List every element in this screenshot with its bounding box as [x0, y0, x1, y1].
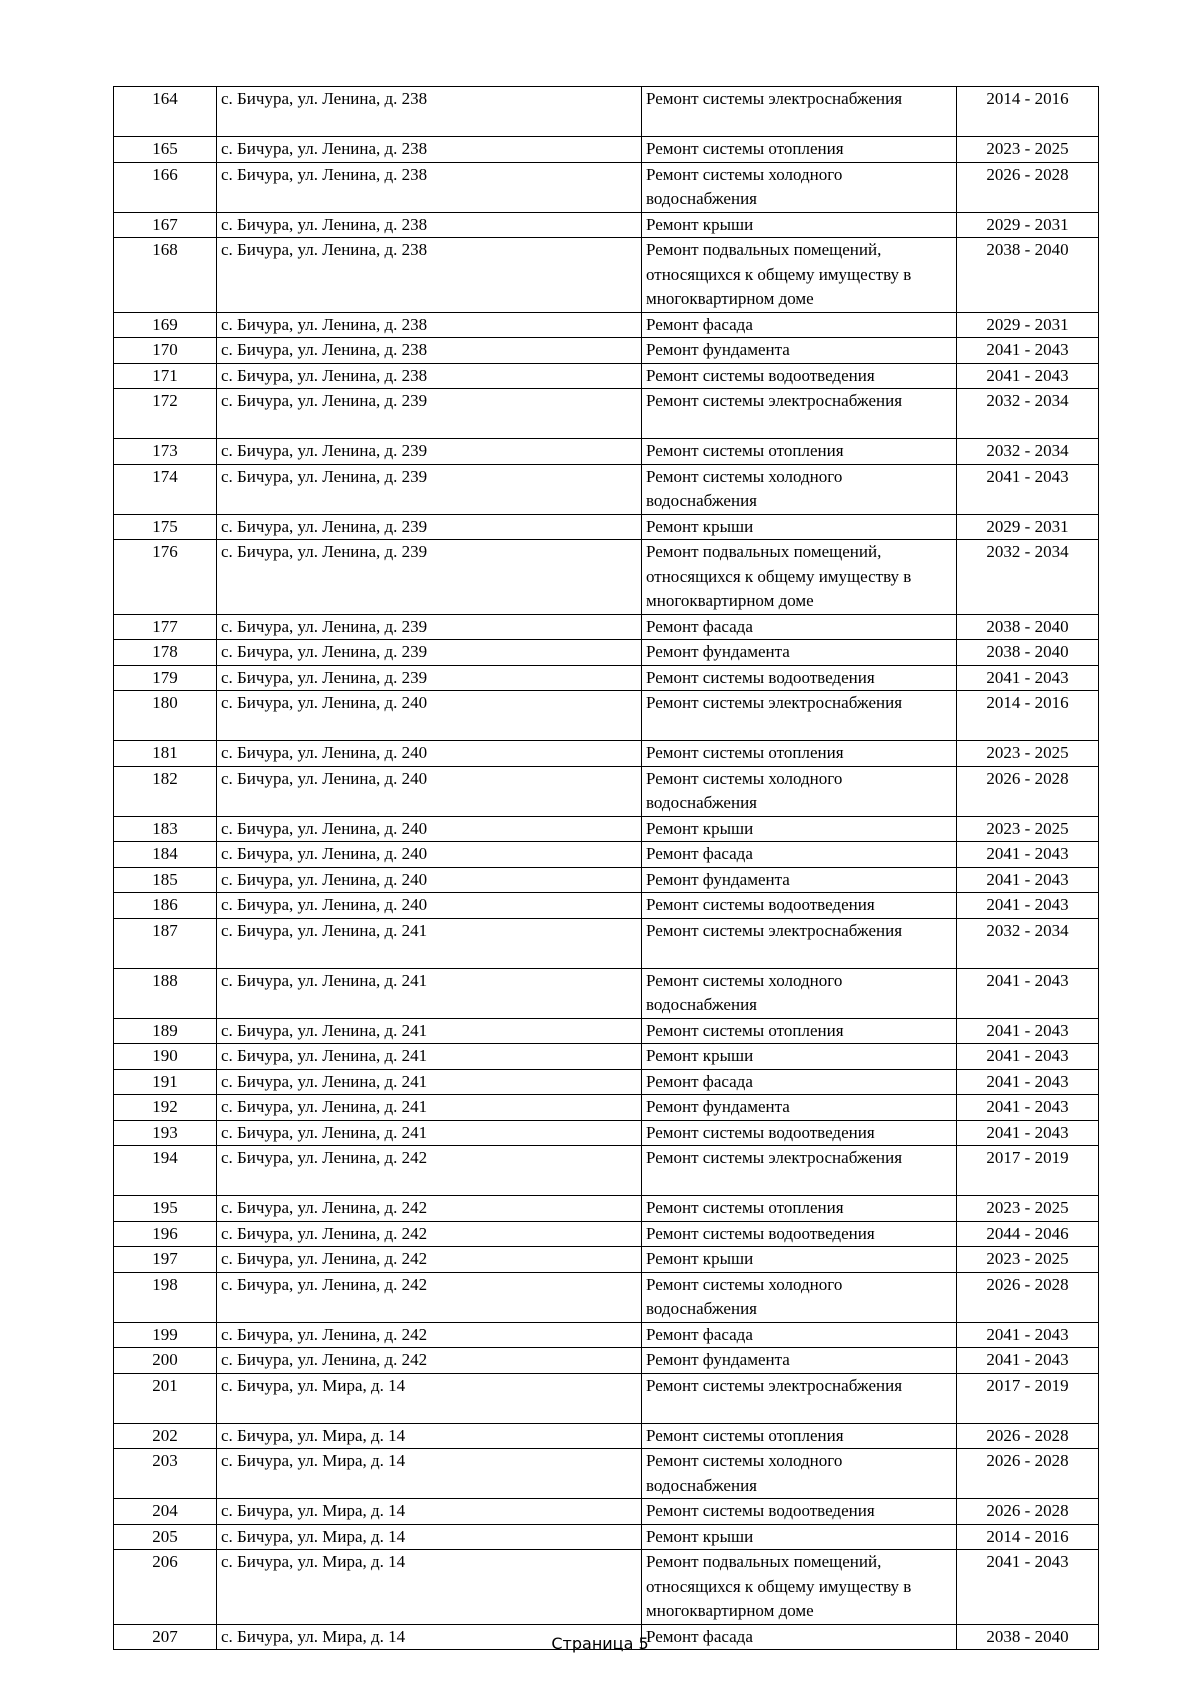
work-type-cell: Ремонт системы отопления: [642, 1423, 957, 1449]
work-type-cell: Ремонт системы холодного водоснабжения: [642, 766, 957, 816]
row-number-cell: 179: [114, 665, 217, 691]
table-row: [114, 1221, 1099, 1247]
period-cell: 2044 - 2046: [957, 1221, 1099, 1247]
work-type-cell: Ремонт фасада: [642, 1322, 957, 1348]
work-type-cell: Ремонт крыши: [642, 1044, 957, 1070]
period-cell: 2029 - 2031: [957, 312, 1099, 338]
row-number-cell: 185: [114, 867, 217, 893]
row-number-cell: 201: [114, 1373, 217, 1423]
work-type-cell: Ремонт системы водоотведения: [642, 1120, 957, 1146]
address-cell: с. Бичура, ул. Ленина, д. 240: [217, 691, 642, 741]
table-row: [114, 540, 1099, 615]
work-type-cell: Ремонт фундамента: [642, 1348, 957, 1374]
address-cell: с. Бичура, ул. Ленина, д. 239: [217, 514, 642, 540]
row-number-cell: 205: [114, 1524, 217, 1550]
table-row: [114, 1499, 1099, 1525]
work-type-cell: Ремонт системы водоотведения: [642, 363, 957, 389]
work-type-cell: Ремонт подвальных помещений, относящихся к общему имуществу в многоквартирном доме: [642, 1550, 957, 1625]
period-cell: 2038 - 2040: [957, 1624, 1099, 1650]
address-cell: с. Бичура, ул. Ленина, д. 238: [217, 363, 642, 389]
table-row: [114, 1423, 1099, 1449]
row-number-cell: 178: [114, 640, 217, 666]
work-type-cell: Ремонт крыши: [642, 816, 957, 842]
table-row: [114, 162, 1099, 212]
period-cell: 2041 - 2043: [957, 338, 1099, 364]
table-row: [114, 1272, 1099, 1322]
address-cell: с. Бичура, ул. Ленина, д. 242: [217, 1146, 642, 1196]
work-type-cell: Ремонт системы холодного водоснабжения: [642, 464, 957, 514]
work-type-cell: Ремонт фасада: [642, 614, 957, 640]
work-type-cell: Ремонт системы электроснабжения: [642, 87, 957, 137]
address-cell: с. Бичура, ул. Мира, д. 14: [217, 1423, 642, 1449]
row-number-cell: 173: [114, 439, 217, 465]
table-row: [114, 137, 1099, 163]
period-cell: 2023 - 2025: [957, 741, 1099, 767]
address-cell: с. Бичура, ул. Ленина, д. 238: [217, 212, 642, 238]
period-cell: 2026 - 2028: [957, 1499, 1099, 1525]
row-number-cell: 166: [114, 162, 217, 212]
work-type-cell: Ремонт фасада: [642, 842, 957, 868]
table-row: [114, 1120, 1099, 1146]
period-cell: 2041 - 2043: [957, 1069, 1099, 1095]
table-row: [114, 741, 1099, 767]
row-number-cell: 182: [114, 766, 217, 816]
address-cell: с. Бичура, ул. Ленина, д. 238: [217, 87, 642, 137]
address-cell: с. Бичура, ул. Ленина, д. 242: [217, 1272, 642, 1322]
table-row: [114, 338, 1099, 364]
address-cell: с. Бичура, ул. Мира, д. 14: [217, 1499, 642, 1525]
row-number-cell: 184: [114, 842, 217, 868]
period-cell: 2041 - 2043: [957, 1120, 1099, 1146]
work-type-cell: Ремонт системы электроснабжения: [642, 1146, 957, 1196]
work-type-cell: Ремонт системы отопления: [642, 1018, 957, 1044]
work-type-cell: Ремонт фундамента: [642, 867, 957, 893]
row-number-cell: 176: [114, 540, 217, 615]
table-row: [114, 691, 1099, 741]
period-cell: 2041 - 2043: [957, 1550, 1099, 1625]
address-cell: с. Бичура, ул. Ленина, д. 238: [217, 312, 642, 338]
table-row: [114, 968, 1099, 1018]
table-row: [114, 893, 1099, 919]
period-cell: 2032 - 2034: [957, 918, 1099, 968]
period-cell: 2017 - 2019: [957, 1373, 1099, 1423]
address-cell: с. Бичура, ул. Ленина, д. 240: [217, 741, 642, 767]
row-number-cell: 194: [114, 1146, 217, 1196]
period-cell: 2032 - 2034: [957, 389, 1099, 439]
address-cell: с. Бичура, ул. Ленина, д. 241: [217, 918, 642, 968]
period-cell: 2041 - 2043: [957, 1044, 1099, 1070]
period-cell: 2017 - 2019: [957, 1146, 1099, 1196]
address-cell: с. Бичура, ул. Ленина, д. 238: [217, 137, 642, 163]
table-row: [114, 766, 1099, 816]
period-cell: 2041 - 2043: [957, 842, 1099, 868]
table-row: [114, 1322, 1099, 1348]
address-cell: с. Бичура, ул. Ленина, д. 241: [217, 1120, 642, 1146]
row-number-cell: 192: [114, 1095, 217, 1121]
repair-schedule-body: [114, 87, 1099, 1650]
work-type-cell: Ремонт системы отопления: [642, 137, 957, 163]
work-type-cell: Ремонт системы водоотведения: [642, 1221, 957, 1247]
table-row: [114, 867, 1099, 893]
work-type-cell: Ремонт крыши: [642, 1524, 957, 1550]
work-type-cell: Ремонт системы холодного водоснабжения: [642, 968, 957, 1018]
table-row: [114, 212, 1099, 238]
period-cell: 2041 - 2043: [957, 464, 1099, 514]
row-number-cell: 202: [114, 1423, 217, 1449]
address-cell: с. Бичура, ул. Ленина, д. 242: [217, 1322, 642, 1348]
work-type-cell: Ремонт системы электроснабжения: [642, 691, 957, 741]
period-cell: 2023 - 2025: [957, 137, 1099, 163]
period-cell: 2029 - 2031: [957, 514, 1099, 540]
row-number-cell: 187: [114, 918, 217, 968]
period-cell: 2014 - 2016: [957, 87, 1099, 137]
address-cell: с. Бичура, ул. Ленина, д. 238: [217, 162, 642, 212]
work-type-cell: Ремонт системы отопления: [642, 439, 957, 465]
table-row: [114, 312, 1099, 338]
table-row: [114, 514, 1099, 540]
row-number-cell: 164: [114, 87, 217, 137]
row-number-cell: 191: [114, 1069, 217, 1095]
work-type-cell: Ремонт фасада: [642, 1069, 957, 1095]
period-cell: 2041 - 2043: [957, 968, 1099, 1018]
work-type-cell: Ремонт системы холодного водоснабжения: [642, 1449, 957, 1499]
row-number-cell: 188: [114, 968, 217, 1018]
row-number-cell: 199: [114, 1322, 217, 1348]
work-type-cell: Ремонт системы холодного водоснабжения: [642, 162, 957, 212]
table-row: [114, 464, 1099, 514]
table-row: [114, 439, 1099, 465]
address-cell: с. Бичура, ул. Ленина, д. 239: [217, 614, 642, 640]
table-row: [114, 1348, 1099, 1374]
table-row: [114, 614, 1099, 640]
period-cell: 2026 - 2028: [957, 766, 1099, 816]
row-number-cell: 196: [114, 1221, 217, 1247]
row-number-cell: 193: [114, 1120, 217, 1146]
period-cell: 2032 - 2034: [957, 540, 1099, 615]
address-cell: с. Бичура, ул. Мира, д. 14: [217, 1373, 642, 1423]
period-cell: 2014 - 2016: [957, 1524, 1099, 1550]
address-cell: с. Бичура, ул. Мира, д. 14: [217, 1624, 642, 1650]
address-cell: с. Бичура, ул. Ленина, д. 240: [217, 816, 642, 842]
address-cell: с. Бичура, ул. Ленина, д. 241: [217, 1069, 642, 1095]
work-type-cell: Ремонт системы отопления: [642, 1196, 957, 1222]
row-number-cell: 177: [114, 614, 217, 640]
row-number-cell: 207: [114, 1624, 217, 1650]
work-type-cell: Ремонт системы электроснабжения: [642, 918, 957, 968]
work-type-cell: Ремонт системы водоотведения: [642, 1499, 957, 1525]
address-cell: с. Бичура, ул. Ленина, д. 241: [217, 968, 642, 1018]
work-type-cell: Ремонт системы электроснабжения: [642, 389, 957, 439]
row-number-cell: 172: [114, 389, 217, 439]
row-number-cell: 204: [114, 1499, 217, 1525]
work-type-cell: Ремонт фасада: [642, 1624, 957, 1650]
work-type-cell: Ремонт фундамента: [642, 1095, 957, 1121]
row-number-cell: 180: [114, 691, 217, 741]
address-cell: с. Бичура, ул. Ленина, д. 240: [217, 842, 642, 868]
period-cell: 2041 - 2043: [957, 1018, 1099, 1044]
address-cell: с. Бичура, ул. Ленина, д. 239: [217, 640, 642, 666]
page-number: Страница 5: [551, 1634, 649, 1653]
period-cell: 2041 - 2043: [957, 363, 1099, 389]
address-cell: с. Бичура, ул. Ленина, д. 241: [217, 1044, 642, 1070]
row-number-cell: 170: [114, 338, 217, 364]
address-cell: с. Бичура, ул. Ленина, д. 241: [217, 1018, 642, 1044]
work-type-cell: Ремонт фасада: [642, 312, 957, 338]
row-number-cell: 197: [114, 1247, 217, 1273]
repair-schedule-table: [113, 86, 1099, 1650]
work-type-cell: Ремонт системы электроснабжения: [642, 1373, 957, 1423]
table-row: [114, 1550, 1099, 1625]
period-cell: 2026 - 2028: [957, 162, 1099, 212]
address-cell: с. Бичура, ул. Ленина, д. 242: [217, 1221, 642, 1247]
row-number-cell: 198: [114, 1272, 217, 1322]
address-cell: с. Бичура, ул. Ленина, д. 240: [217, 766, 642, 816]
address-cell: с. Бичура, ул. Ленина, д. 240: [217, 867, 642, 893]
address-cell: с. Бичура, ул. Ленина, д. 242: [217, 1196, 642, 1222]
row-number-cell: 203: [114, 1449, 217, 1499]
table-row: [114, 363, 1099, 389]
address-cell: с. Бичура, ул. Ленина, д. 239: [217, 464, 642, 514]
address-cell: с. Бичура, ул. Мира, д. 14: [217, 1524, 642, 1550]
row-number-cell: 190: [114, 1044, 217, 1070]
row-number-cell: 174: [114, 464, 217, 514]
address-cell: с. Бичура, ул. Мира, д. 14: [217, 1449, 642, 1499]
row-number-cell: 186: [114, 893, 217, 919]
work-type-cell: Ремонт системы холодного водоснабжения: [642, 1272, 957, 1322]
row-number-cell: 200: [114, 1348, 217, 1374]
work-type-cell: Ремонт крыши: [642, 1247, 957, 1273]
table-row: [114, 816, 1099, 842]
address-cell: с. Бичура, ул. Ленина, д. 240: [217, 893, 642, 919]
address-cell: с. Бичура, ул. Ленина, д. 242: [217, 1247, 642, 1273]
work-type-cell: Ремонт системы отопления: [642, 741, 957, 767]
table-row: [114, 1373, 1099, 1423]
table-row: [114, 87, 1099, 137]
work-type-cell: Ремонт фундамента: [642, 640, 957, 666]
period-cell: 2041 - 2043: [957, 1095, 1099, 1121]
row-number-cell: 169: [114, 312, 217, 338]
period-cell: 2038 - 2040: [957, 640, 1099, 666]
address-cell: с. Бичура, ул. Мира, д. 14: [217, 1550, 642, 1625]
period-cell: 2026 - 2028: [957, 1449, 1099, 1499]
period-cell: 2041 - 2043: [957, 893, 1099, 919]
table-row: [114, 1146, 1099, 1196]
row-number-cell: 183: [114, 816, 217, 842]
period-cell: 2041 - 2043: [957, 1348, 1099, 1374]
table-row: [114, 389, 1099, 439]
address-cell: с. Бичура, ул. Ленина, д. 239: [217, 439, 642, 465]
period-cell: 2023 - 2025: [957, 816, 1099, 842]
table-row: [114, 238, 1099, 313]
table-row: [114, 1069, 1099, 1095]
address-cell: с. Бичура, ул. Ленина, д. 242: [217, 1348, 642, 1374]
row-number-cell: 195: [114, 1196, 217, 1222]
period-cell: 2038 - 2040: [957, 238, 1099, 313]
work-type-cell: Ремонт системы водоотведения: [642, 665, 957, 691]
row-number-cell: 181: [114, 741, 217, 767]
period-cell: 2038 - 2040: [957, 614, 1099, 640]
address-cell: с. Бичура, ул. Ленина, д. 238: [217, 338, 642, 364]
row-number-cell: 165: [114, 137, 217, 163]
row-number-cell: 168: [114, 238, 217, 313]
work-type-cell: Ремонт подвальных помещений, относящихся к общему имуществу в многоквартирном доме: [642, 540, 957, 615]
row-number-cell: 189: [114, 1018, 217, 1044]
work-type-cell: Ремонт фундамента: [642, 338, 957, 364]
period-cell: 2041 - 2043: [957, 665, 1099, 691]
table-row: [114, 640, 1099, 666]
work-type-cell: Ремонт системы водоотведения: [642, 893, 957, 919]
table-row: [114, 918, 1099, 968]
table-row: [114, 1196, 1099, 1222]
period-cell: 2014 - 2016: [957, 691, 1099, 741]
table-row: [114, 1018, 1099, 1044]
period-cell: 2023 - 2025: [957, 1196, 1099, 1222]
table-row: [114, 665, 1099, 691]
period-cell: 2041 - 2043: [957, 1322, 1099, 1348]
address-cell: с. Бичура, ул. Ленина, д. 239: [217, 665, 642, 691]
address-cell: с. Бичура, ул. Ленина, д. 238: [217, 238, 642, 313]
work-type-cell: Ремонт подвальных помещений, относящихся к общему имуществу в многоквартирном доме: [642, 238, 957, 313]
table-row: [114, 1449, 1099, 1499]
period-cell: 2029 - 2031: [957, 212, 1099, 238]
period-cell: 2041 - 2043: [957, 867, 1099, 893]
address-cell: с. Бичура, ул. Ленина, д. 239: [217, 389, 642, 439]
work-type-cell: Ремонт крыши: [642, 514, 957, 540]
period-cell: 2026 - 2028: [957, 1423, 1099, 1449]
table-row: [114, 1524, 1099, 1550]
row-number-cell: 171: [114, 363, 217, 389]
row-number-cell: 175: [114, 514, 217, 540]
table-row: [114, 1247, 1099, 1273]
work-type-cell: Ремонт крыши: [642, 212, 957, 238]
address-cell: с. Бичура, ул. Ленина, д. 241: [217, 1095, 642, 1121]
address-cell: с. Бичура, ул. Ленина, д. 239: [217, 540, 642, 615]
period-cell: 2023 - 2025: [957, 1247, 1099, 1273]
table-row: [114, 1044, 1099, 1070]
period-cell: 2032 - 2034: [957, 439, 1099, 465]
table-row: [114, 842, 1099, 868]
period-cell: 2026 - 2028: [957, 1272, 1099, 1322]
table-row: [114, 1095, 1099, 1121]
row-number-cell: 167: [114, 212, 217, 238]
row-number-cell: 206: [114, 1550, 217, 1625]
